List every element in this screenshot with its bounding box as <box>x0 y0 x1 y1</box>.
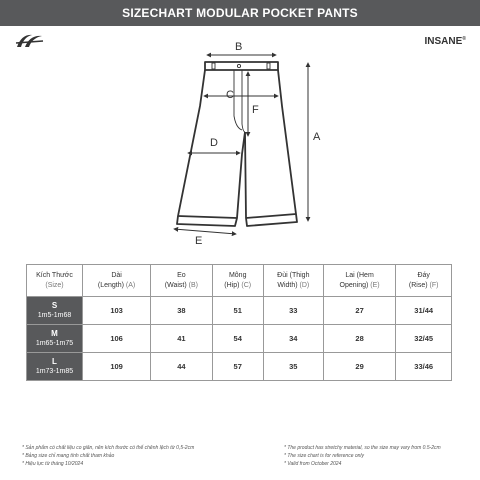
note-line: * The product has stretchy material, so the size may vary from 0.5-2cm <box>284 445 441 451</box>
table-row <box>27 297 452 325</box>
size-cell: M 1m65-1m75 <box>27 325 83 353</box>
header-rise: Đáy (Rise) (F) <box>396 265 452 297</box>
table-row <box>27 353 452 381</box>
value-cell: 106 <box>83 325 151 353</box>
page-header <box>0 0 480 26</box>
size-cell: S 1m5-1m68 <box>27 297 83 325</box>
value-cell: 33/46 <box>396 353 452 381</box>
size-cell: L 1m73-1m85 <box>27 353 83 381</box>
value-cell: 54 <box>212 325 263 353</box>
value-cell: 57 <box>212 353 263 381</box>
brand-logo-icon <box>14 32 46 50</box>
pants-outline <box>177 62 297 226</box>
dimension-d-label: D <box>210 137 218 149</box>
value-cell: 41 <box>151 325 212 353</box>
header-hip: Mông (Hip) (C) <box>212 265 263 297</box>
header-thigh: Đùi (Thigh Width) (D) <box>263 265 323 297</box>
value-cell: 51 <box>212 297 263 325</box>
notes-english <box>284 444 441 468</box>
header-size: Kích Thước (Size) <box>27 265 83 297</box>
header-length: Dài (Length) (A) <box>83 265 151 297</box>
header-waist: Eo (Waist) (B) <box>151 265 212 297</box>
dimension-e-line <box>174 229 236 234</box>
value-cell: 38 <box>151 297 212 325</box>
header-hem: Lai (Hem Opening) (E) <box>323 265 396 297</box>
pants-details <box>212 63 270 132</box>
notes-vietnamese <box>22 444 194 468</box>
dimension-c-label: C <box>226 89 234 101</box>
size-table <box>26 264 452 381</box>
value-cell: 31/44 <box>396 297 452 325</box>
dimension-e-label: E <box>195 235 203 247</box>
value-cell: 34 <box>263 325 323 353</box>
brand-name: INSANE® <box>424 36 466 47</box>
value-cell: 103 <box>83 297 151 325</box>
value-cell: 44 <box>151 353 212 381</box>
dimension-a-label: A <box>313 131 321 143</box>
value-cell: 32/45 <box>396 325 452 353</box>
table-row <box>27 325 452 353</box>
value-cell: 27 <box>323 297 396 325</box>
value-cell: 29 <box>323 353 396 381</box>
dimension-b-label: B <box>235 41 243 53</box>
table-header-row <box>27 265 452 297</box>
note-line: * The size chart is for reference only <box>284 453 365 459</box>
note-line: * Hiệu lực từ tháng 10/2024 <box>22 461 84 467</box>
value-cell: 109 <box>83 353 151 381</box>
page-title: SIZECHART MODULAR POCKET PANTS <box>122 6 358 20</box>
note-line: * Sản phẩm có chất liệu co giãn, nên kích thước có thể chênh lệch từ 0,5-2cm <box>22 445 195 451</box>
value-cell: 35 <box>263 353 323 381</box>
dimension-f-label: F <box>252 104 259 116</box>
note-line: * Bảng size chỉ mang tính chất tham khảo <box>22 453 115 459</box>
pants-diagram <box>150 36 340 248</box>
note-line: * Valid from October 2024 <box>284 461 342 467</box>
value-cell: 33 <box>263 297 323 325</box>
value-cell: 28 <box>323 325 396 353</box>
